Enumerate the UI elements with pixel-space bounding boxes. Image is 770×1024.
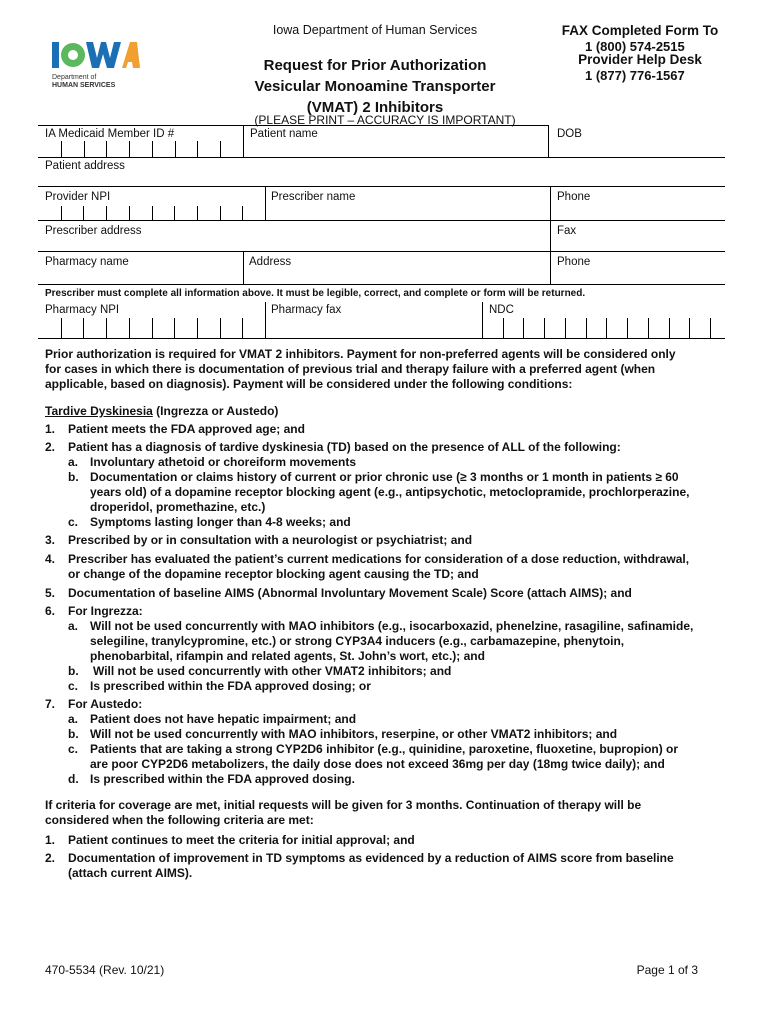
sub-letter: b. [68,470,79,484]
digit-box-divider [265,318,266,338]
digit-box-divider [129,206,130,220]
form-title [230,55,520,118]
renewal-number: 1. [45,833,56,847]
digit-box-divider [220,141,221,157]
td-heading [45,404,725,419]
digit-box-divider [242,206,243,220]
sub-letter: c. [68,679,79,693]
criterion-6a-line3: phenobarbital, rifampin and related agents, St. John’s wort, etc.); and [90,649,485,663]
continuation-line2: considered when the following criteria are met: [45,813,314,827]
sub-letter: d. [68,772,79,786]
digit-box-divider [242,318,243,338]
criterion-number: 7. [45,697,56,711]
grid-line [548,125,549,157]
digit-box-divider [83,318,84,338]
digit-box-divider [586,318,587,338]
prescriber-name-label: Prescriber name [271,191,356,203]
intro-line3: applicable, based on diagnosis). Payment will be considered under the following conditions: [45,377,573,391]
digit-box-divider [689,318,690,338]
digit-box-divider [220,206,221,220]
print-note: (PLEASE PRINT – ACCURACY IS IMPORTANT) [254,113,516,127]
fax-number: 1 (800) 574-2515 [585,39,685,54]
logo-line1: Department of [52,74,97,81]
digit-box-divider [152,318,153,338]
pharmacy-fax-label: Pharmacy fax [271,304,342,316]
fax-label: Fax [557,225,577,237]
criterion-6a-line1: Will not be used concurrently with MAO inhibitors (e.g., isocarboxazid, phenelzine, rasagiline, safinamide, [90,619,694,633]
digit-box-divider [503,318,504,338]
criterion-7c-line2: are poor CYP2D6 metabolizers, the daily dose does not exceed 36mg per day (18mg twice daily); and [90,757,665,771]
grid-line [38,157,725,158]
digit-box-divider [174,318,175,338]
sub-letter: c. [68,515,79,529]
grid-line [38,125,548,126]
grid-line [38,220,725,221]
member-id-label: IA Medicaid Member ID # [45,128,175,140]
phone-label: Phone [557,191,591,203]
digit-box-divider [106,141,107,157]
grid-line [550,186,551,284]
completion-notice: Prescriber must complete all information above. It must be legible, correct, and complete or form will be returned. [45,288,586,299]
continuation-line1: If criteria for coverage are met, initial requests will be given for 3 months. Continuation of therapy will be [45,798,642,812]
grid-line [243,251,244,284]
title-line3: (VMAT) 2 Inhibitors [306,99,444,116]
digit-box-divider [61,141,62,157]
sub-letter: c. [68,742,79,756]
criterion-3: Prescribed by or in consultation with a neurologist or psychiatrist; and [68,533,473,547]
renewal-1: Patient continues to meet the criteria for initial approval; and [68,833,415,847]
pharmacy-name-label: Pharmacy name [45,256,129,268]
sub-letter: a. [68,455,79,469]
grid-line [38,186,725,187]
digit-box-divider [544,318,545,338]
ndc-label: NDC [489,304,514,316]
digit-box-divider [710,318,711,338]
criterion-7a: Patient does not have hepatic impairment; and [90,712,357,726]
page-number: Page 1 of 3 [636,963,698,977]
criterion-number: 1. [45,422,56,436]
dob-label: DOB [557,128,582,140]
sub-letter: b. [68,664,79,678]
criterion-6b: Will not be used concurrently with other VMAT2 inhibitors; and [93,664,452,678]
criterion-7d: Is prescribed within the FDA approved dosing. [90,772,355,786]
sub-letter: a. [68,712,79,726]
criterion-2b-line2: years old) of a dopamine receptor blocking agent (e.g., antipsychotic, metoclopramide, prochlorperazine, [90,485,690,499]
criterion-4-line1: Prescriber has evaluated the patient’s current medications for consideration of a dose reduction, withdrawal, [68,552,690,566]
criterion-5: Documentation of baseline AIMS (Abnormal Involuntary Movement Scale) Score (attach AIMS); and [68,586,632,600]
criterion-6c: Is prescribed within the FDA approved dosing; or [90,679,371,693]
logo-text [52,74,115,90]
sub-letter: b. [68,727,79,741]
criterion-1: Patient meets the FDA approved age; and [68,422,305,436]
digit-box-divider [627,318,628,338]
digit-box-divider [265,206,266,220]
criterion-number: 4. [45,552,56,566]
digit-box-divider [152,141,153,157]
digit-box-divider [106,318,107,338]
patient-name-label: Patient name [250,128,318,140]
criterion-2a: Involuntary athetoid or choreiform movements [90,455,357,469]
grid-line [38,338,725,339]
criterion-2b-line3: droperidol, promethazine, etc.) [90,500,266,514]
grid-line [482,302,483,338]
digit-box-divider [648,318,649,338]
digit-box-divider [129,318,130,338]
criterion-number: 3. [45,533,56,547]
renewal-2-line2: (attach current AIMS). [68,866,193,880]
digit-box-divider [606,318,607,338]
criterion-4-line2: or change of the dopamine receptor blocking agent causing the TD; and [68,567,479,581]
criterion-2c: Symptoms lasting longer than 4-8 weeks; and [90,515,351,529]
digit-box-divider [83,206,84,220]
digit-box-divider [220,318,221,338]
contact-block [540,23,740,83]
digit-box-divider [197,206,198,220]
digit-box-divider [523,318,524,338]
td-heading-underlined: Tardive Dyskinesia [45,404,153,418]
digit-box-divider [175,141,176,157]
criterion-6a-line2: selegiline, tranylcypromine, etc.) or strong CYP3A4 inducers (e.g., carbamazepine, phenytoin, [90,634,625,648]
digit-box-divider [243,141,244,157]
form-number: 470-5534 (Rev. 10/21) [45,963,165,977]
agency-name: Iowa Department of Human Services [272,23,478,37]
renewal-2-line1: Documentation of improvement in TD symptoms as evidenced by a reduction of AIMS score from baseline [68,851,674,865]
logo-line2: HUMAN SERVICES [52,82,116,89]
iowa-logo [50,40,140,100]
digit-box-divider [84,141,85,157]
address-label: Address [249,256,292,268]
criterion-7b: Will not be used concurrently with MAO inhibitors, reserpine, or other VMAT2 inhibitors; and [90,727,618,741]
title-line1: Request for Prior Authorization [263,57,487,74]
digit-box-divider [197,141,198,157]
td-heading-rest: (Ingrezza or Austedo) [152,404,279,418]
criterion-7c-line1: Patients that are taking a strong CYP2D6 inhibitor (e.g., quinidine, paroxetine, fluoxetine, bupropion) or [90,742,679,756]
digit-box-divider [106,206,107,220]
digit-box-divider [152,206,153,220]
grid-line [38,251,725,252]
intro-line1: Prior authorization is required for VMAT 2 inhibitors. Payment for non-preferred agents will be considered only [45,347,676,361]
digit-box-divider [129,141,130,157]
title-line2: Vesicular Monoamine Transporter [254,78,496,95]
grid-line [38,284,725,285]
criterion-number: 6. [45,604,56,618]
digit-box-divider [61,206,62,220]
criterion-number: 2. [45,440,56,454]
prescriber-address-label: Prescriber address [45,225,142,237]
criterion-number: 5. [45,586,56,600]
pharmacy-npi-label: Pharmacy NPI [45,304,120,316]
digit-box-divider [197,318,198,338]
criterion-2b-line1: Documentation or claims history of current or prior chronic use (≥ 3 months or 1 month in patients ≥ 60 [90,470,679,484]
digit-box-divider [174,206,175,220]
criterion-7: For Austedo: [68,697,143,711]
criterion-6: For Ingrezza: [68,604,143,618]
digit-box-divider [669,318,670,338]
digit-box-divider [565,318,566,338]
sub-letter: a. [68,619,79,633]
digit-box-divider [61,318,62,338]
pharmacy-phone-label: Phone [557,256,591,268]
help-desk-heading: Provider Help Desk [578,52,702,67]
patient-address-label: Patient address [45,160,125,172]
provider-npi-label: Provider NPI [45,191,111,203]
renewal-number: 2. [45,851,56,865]
fax-heading: FAX Completed Form To [561,23,719,38]
criterion-2: Patient has a diagnosis of tardive dyskinesia (TD) based on the presence of ALL of the following: [68,440,621,454]
intro-line2: for cases in which there is documentation of previous trial and therapy failure with a preferred agent (when [45,362,656,376]
help-desk-number: 1 (877) 776-1567 [585,68,685,83]
